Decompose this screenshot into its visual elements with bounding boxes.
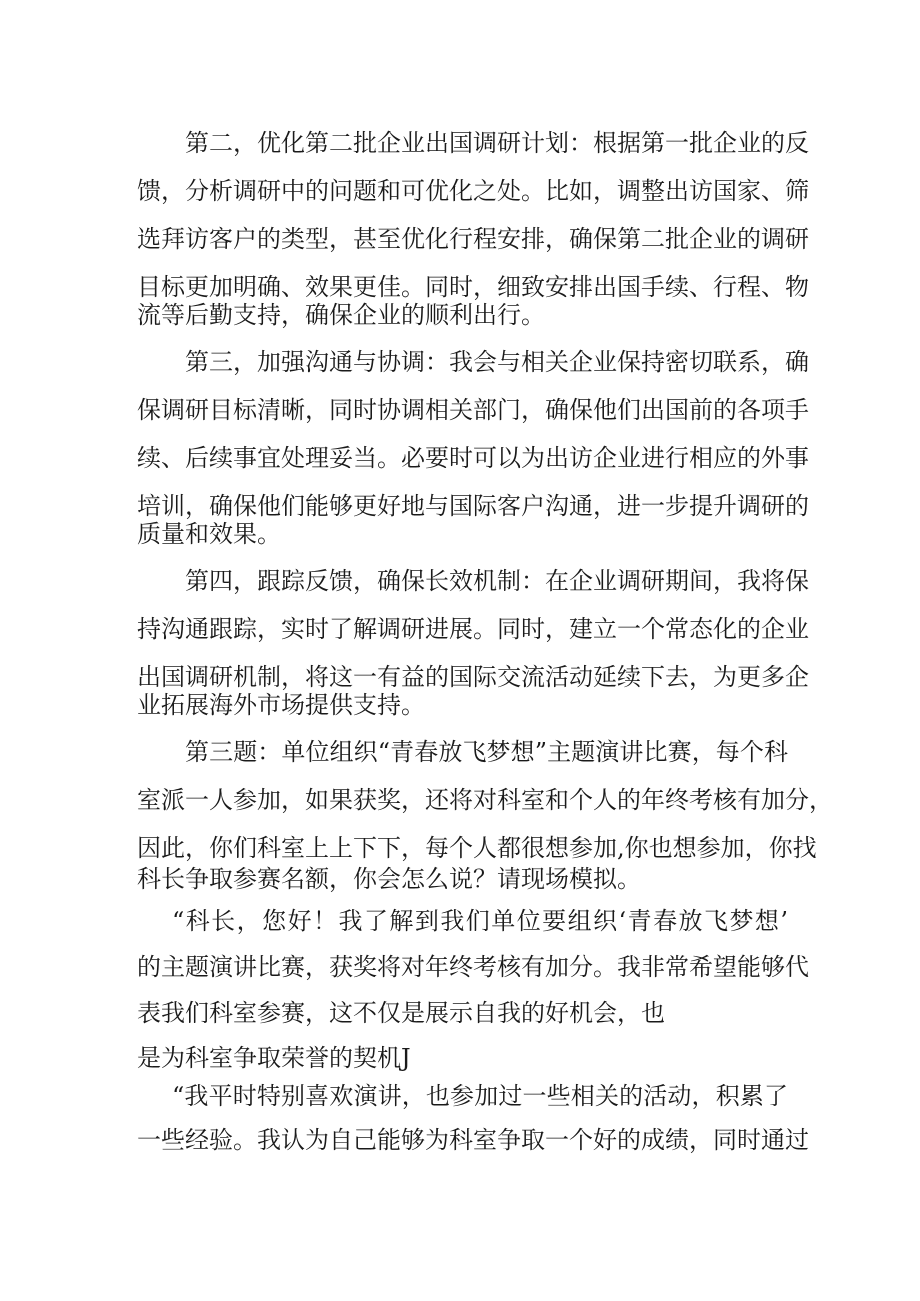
paragraph-1-line-5: 流等后勤支持，确保企业的顺利出行。: [137, 301, 545, 329]
paragraph-1-line-1: 第二，优化第二批企业出国调研计划：根据第一批企业的反: [185, 129, 809, 157]
paragraph-1-line-4: 目标更加明确、效果更佳。同时，细致安排出国手续、行程、物: [137, 273, 809, 301]
paragraph-5-line-4: 是为科室争取荣誉的契机J: [137, 1044, 411, 1072]
paragraph-6-line-2: 一些经验。我认为自己能够为科室争取一个好的成绩，同时通过: [137, 1126, 809, 1154]
paragraph-5-line-2: 的主题演讲比赛，获奖将对年终考核有加分。我非常希望能够代: [137, 953, 809, 981]
paragraph-4-line-2: 室派一人参加，如果获奖，还将对科室和个人的年终考核有加分，: [137, 786, 833, 814]
paragraph-3-line-1: 第四，跟踪反馈，确保长效机制：在企业调研期间，我将保: [185, 567, 809, 595]
paragraph-5-line-3: 表我们科室参赛，这不仅是展示自我的好机会，也: [137, 999, 665, 1027]
paragraph-3-line-4: 业拓展海外市场提供支持。: [137, 691, 425, 719]
paragraph-2-line-4: 培训，确保他们能够更好地与国际客户沟通，进一步提升调研的: [137, 492, 809, 520]
paragraph-2-line-3: 续、后续事宜处理妥当。必要时可以为出访企业进行相应的外事: [137, 444, 809, 472]
paragraph-4-line-4: 科长争取参赛名额，你会怎么说？请现场模拟。: [137, 865, 641, 893]
paragraph-6-line-1: “我平时特别喜欢演讲，也参加过一些相关的活动，积累了: [172, 1082, 788, 1110]
paragraph-1-line-3: 选拜访客户的类型，甚至优化行程安排，确保第二批企业的调研: [137, 225, 809, 253]
paragraph-4-line-3: 因此，你们科室上上下下，每个人都很想参加,你也想参加，你找: [137, 834, 817, 862]
paragraph-1-line-2: 馈，分析调研中的问题和可优化之处。比如，调整出访国家、筛: [137, 177, 809, 205]
paragraph-2-line-2: 保调研目标清晰，同时协调相关部门，确保他们出国前的各项手: [137, 396, 809, 424]
paragraph-5-line-1: “科长，您好！我了解到我们单位要组织‘青春放飞梦想’: [172, 907, 788, 935]
paragraph-3-line-3: 出国调研机制，将这一有益的国际交流活动延续下去，为更多企: [137, 663, 809, 691]
paragraph-2-line-1: 第三，加强沟通与协调：我会与相关企业保持密切联系，确: [185, 348, 809, 376]
paragraph-2-line-5: 质量和效果。: [137, 520, 281, 548]
paragraph-3-line-2: 持沟通跟踪，实时了解调研进展。同时，建立一个常态化的企业: [137, 615, 809, 643]
paragraph-4-line-1: 第三题：单位组织“青春放飞梦想”主题演讲比赛，每个科: [185, 738, 788, 766]
